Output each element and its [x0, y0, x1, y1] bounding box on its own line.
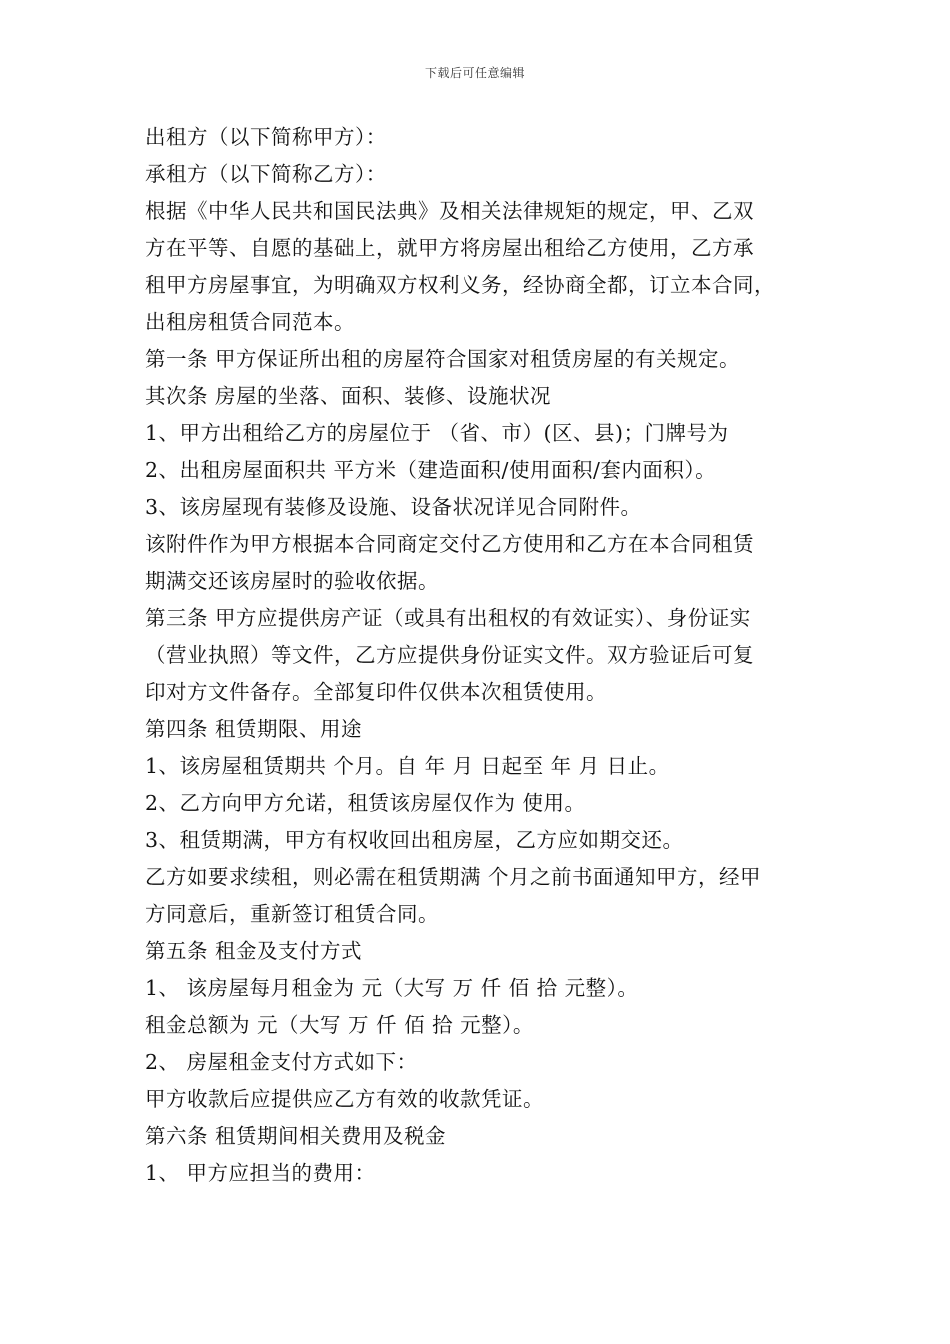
text-line: 乙方如要求续租，则必需在租赁期满 个月之前书面通知甲方，经甲 [145, 865, 762, 889]
text-line: 1、该房屋租赁期共 个月。自 年 月 日起至 年 月 日止。 [145, 754, 670, 778]
document-body [145, 119, 815, 1192]
text-line: 第一条 甲方保证所出租的房屋符合国家对租赁房屋的有关规定。 [145, 347, 741, 371]
text-line: 该附件作为甲方根据本合同商定交付乙方使用和乙方在本合同租赁 [145, 532, 754, 556]
text-line: 甲方收款后应提供应乙方有效的收款凭证。 [145, 1087, 544, 1111]
text-line: 印对方文件备存。全部复印件仅供本次租赁使用。 [145, 680, 607, 704]
text-line: 租甲方房屋事宜，为明确双方权利义务，经协商全都，订立本合同， [145, 273, 775, 297]
text-line: 期满交还该房屋时的验收依据。 [145, 569, 439, 593]
text-line: （营业执照）等文件，乙方应提供身份证实文件。双方验证后可复 [145, 643, 754, 667]
page-header: 下载后可任意编辑 [424, 66, 525, 80]
text-line: 根据《中华人民共和国民法典》及相关法律规矩的规定，甲、乙双 [145, 199, 754, 223]
text-line: 第五条 租金及支付方式 [145, 939, 363, 963]
text-line: 租金总额为 元（大写 万 仟 佰 拾 元整）。 [145, 1013, 534, 1037]
text-line: 第四条 租赁期限、用途 [145, 717, 363, 741]
text-line: 2、乙方向甲方允诺，租赁该房屋仅作为 使用。 [145, 791, 586, 815]
text-line: 1、 甲方应担当的费用： [145, 1161, 376, 1185]
text-line: 其次条 房屋的坐落、面积、装修、设施状况 [145, 384, 552, 408]
text-line: 方在平等、自愿的基础上，就甲方将房屋出租给乙方使用，乙方承 [145, 236, 754, 260]
text-line: 3、该房屋现有装修及设施、设备状况详见合同附件。 [145, 495, 642, 519]
text-line: 第三条 甲方应提供房产证（或具有出租权的有效证实）、身份证实 [145, 606, 751, 630]
text-line: 出租房租赁合同范本。 [145, 310, 355, 334]
text-line: 方同意后，重新签订租赁合同。 [145, 902, 439, 926]
text-line: 3、租赁期满，甲方有权收回出租房屋，乙方应如期交还。 [145, 828, 684, 852]
text-line: 2、出租房屋面积共 平方米（建造面积/使用面积/套内面积）。 [145, 458, 717, 482]
text-line: 第六条 租赁期间相关费用及税金 [145, 1124, 447, 1148]
text-line: 1、甲方出租给乙方的房屋位于 （省、市）(区、县)；门牌号为 [145, 421, 729, 445]
text-line: 2、 房屋租金支付方式如下： [145, 1050, 418, 1074]
text-line: 出租方（以下简称甲方）： [145, 125, 387, 149]
text-line: 承租方（以下简称乙方）： [145, 162, 387, 186]
text-line: 1、 该房屋每月租金为 元（大写 万 仟 佰 拾 元整）。 [145, 976, 639, 1000]
